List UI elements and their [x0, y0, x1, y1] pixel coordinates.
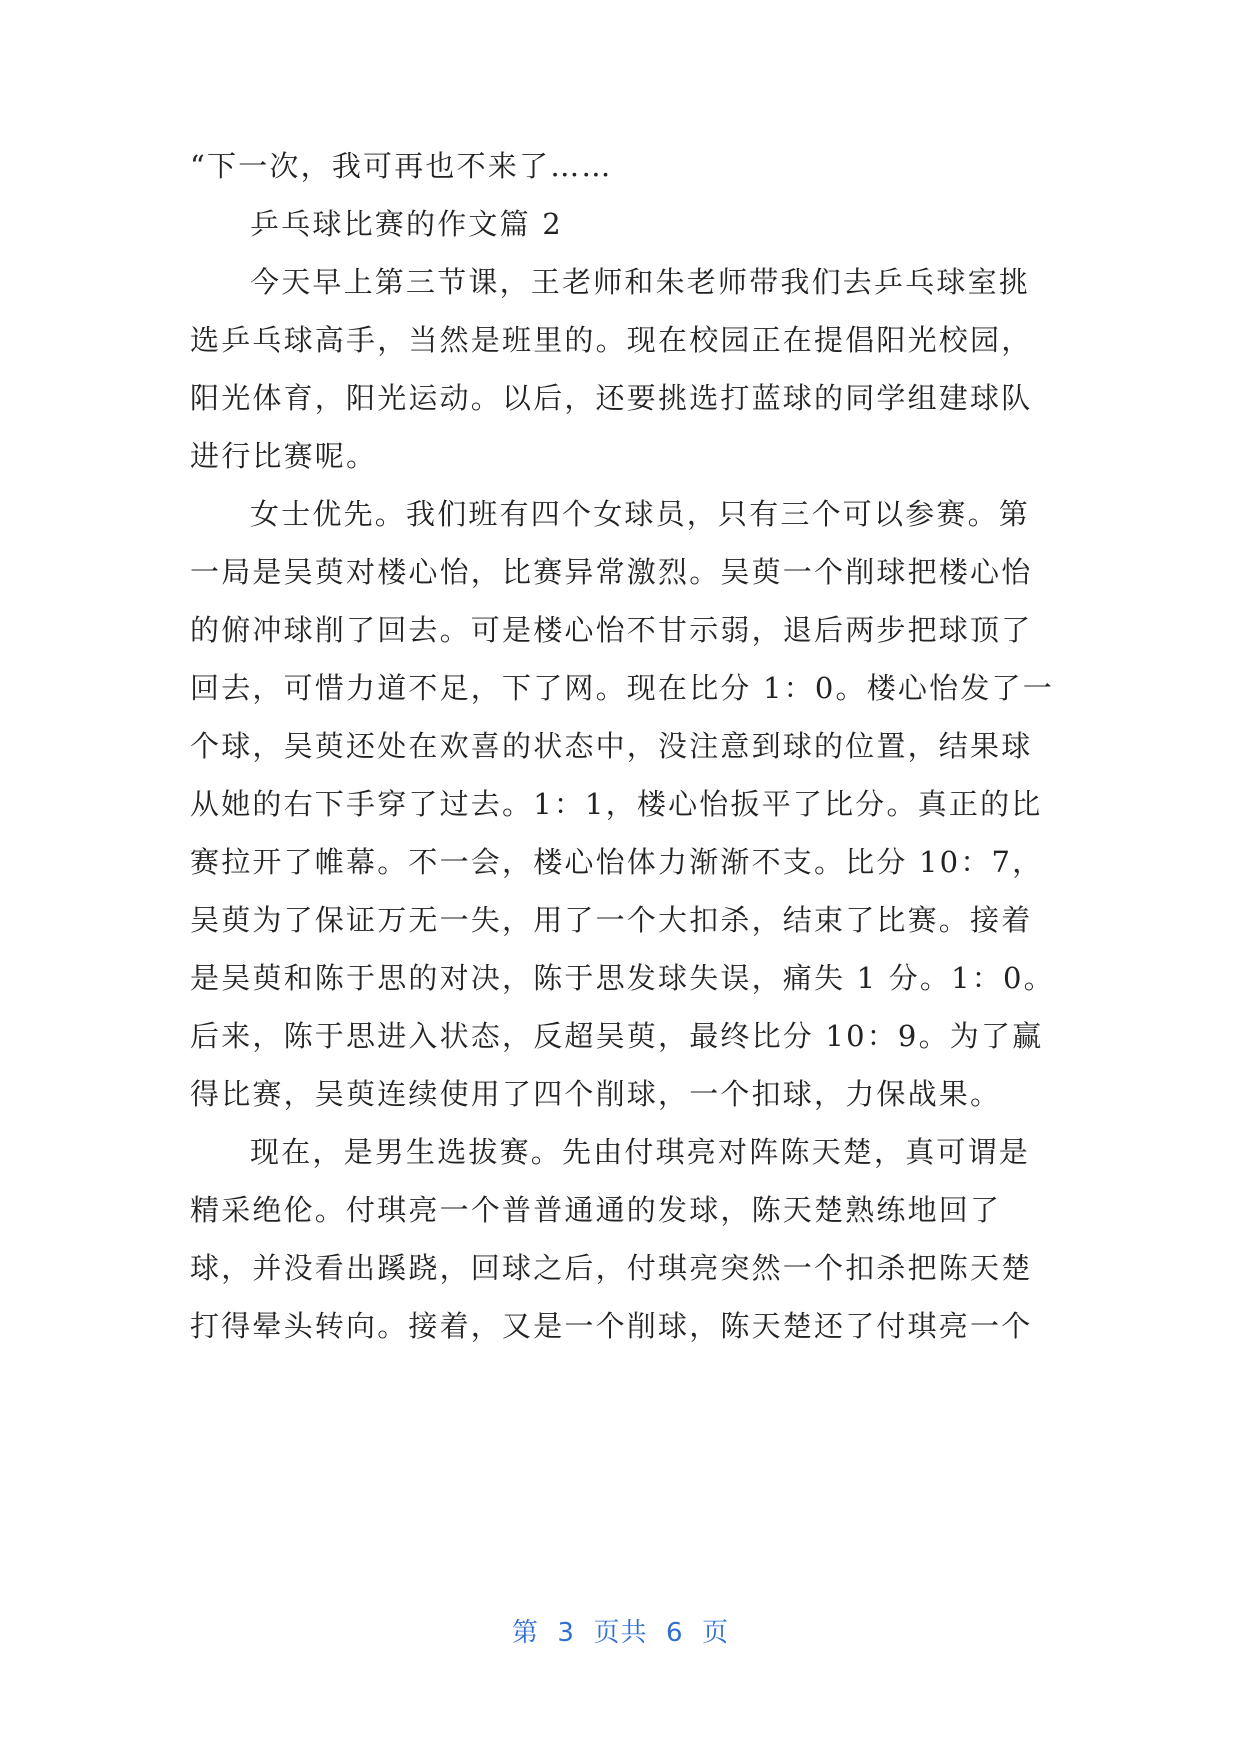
text-line-4: 选乒乓球高手，当然是班里的。现在校园正在提倡阳光校园，: [190, 323, 1033, 357]
text-line-3: 今天早上第三节课，王老师和朱老师带我们去乒乓球室挑: [250, 265, 1031, 299]
text-line-11: 个球，吴萸还处在欢喜的状态中，没注意到球的位置，结果球: [190, 729, 1033, 763]
text-line-12: 从她的右下手穿了过去。1：1，楼心怡扳平了比分。真正的比: [190, 787, 1043, 821]
text-line-21: 打得晕头转向。接着，又是一个削球，陈天楚还了付琪亮一个: [190, 1309, 1033, 1343]
text-line-17: 得比赛，吴萸连续使用了四个削球，一个扣球，力保战果。: [190, 1077, 1002, 1111]
page-number-label: 第 3 页共 6 页: [511, 1618, 730, 1648]
text-line-7: 女士优先。我们班有四个女球员，只有三个可以参赛。第: [250, 497, 1031, 531]
page-footer: [0, 1612, 1241, 1649]
text-line-15: 是吴萸和陈于思的对决，陈于思发球失误，痛失 1 分。1：0。: [190, 961, 1055, 995]
text-line-5: 阳光体育，阳光运动。以后，还要挑选打蓝球的同学组建球队: [190, 381, 1033, 415]
section-heading: 乒乓球比赛的作文篇 2: [250, 207, 563, 241]
text-line-14: 吴萸为了保证万无一失，用了一个大扣杀，结束了比赛。接着: [190, 903, 1033, 937]
text-line-8: 一局是吴萸对楼心怡，比赛异常激烈。吴萸一个削球把楼心怡: [190, 555, 1033, 589]
text-line-9: 的俯冲球削了回去。可是楼心怡不甘示弱，退后两步把球顶了: [190, 613, 1033, 647]
text-line-13: 赛拉开了帷幕。不一会，楼心怡体力渐渐不支。比分 10：7，: [190, 845, 1044, 879]
text-line-1: “下一次，我可再也不来了……: [190, 149, 613, 183]
text-line-18: 现在，是男生选拔赛。先由付琪亮对阵陈天楚，真可谓是: [250, 1135, 1031, 1169]
text-line-16: 后来，陈于思进入状态，反超吴萸，最终比分 10：9。为了赢: [190, 1019, 1044, 1053]
text-line-20: 球，并没看出蹊跷，回球之后，付琪亮突然一个扣杀把陈天楚: [190, 1251, 1033, 1285]
text-line-10: 回去，可惜力道不足，下了网。现在比分 1：0。楼心怡发了一: [190, 671, 1054, 705]
text-line-19: 精采绝伦。付琪亮一个普普通通的发球，陈天楚熟练地回了: [190, 1193, 1002, 1227]
text-line-6: 进行比赛呢。: [190, 439, 378, 473]
